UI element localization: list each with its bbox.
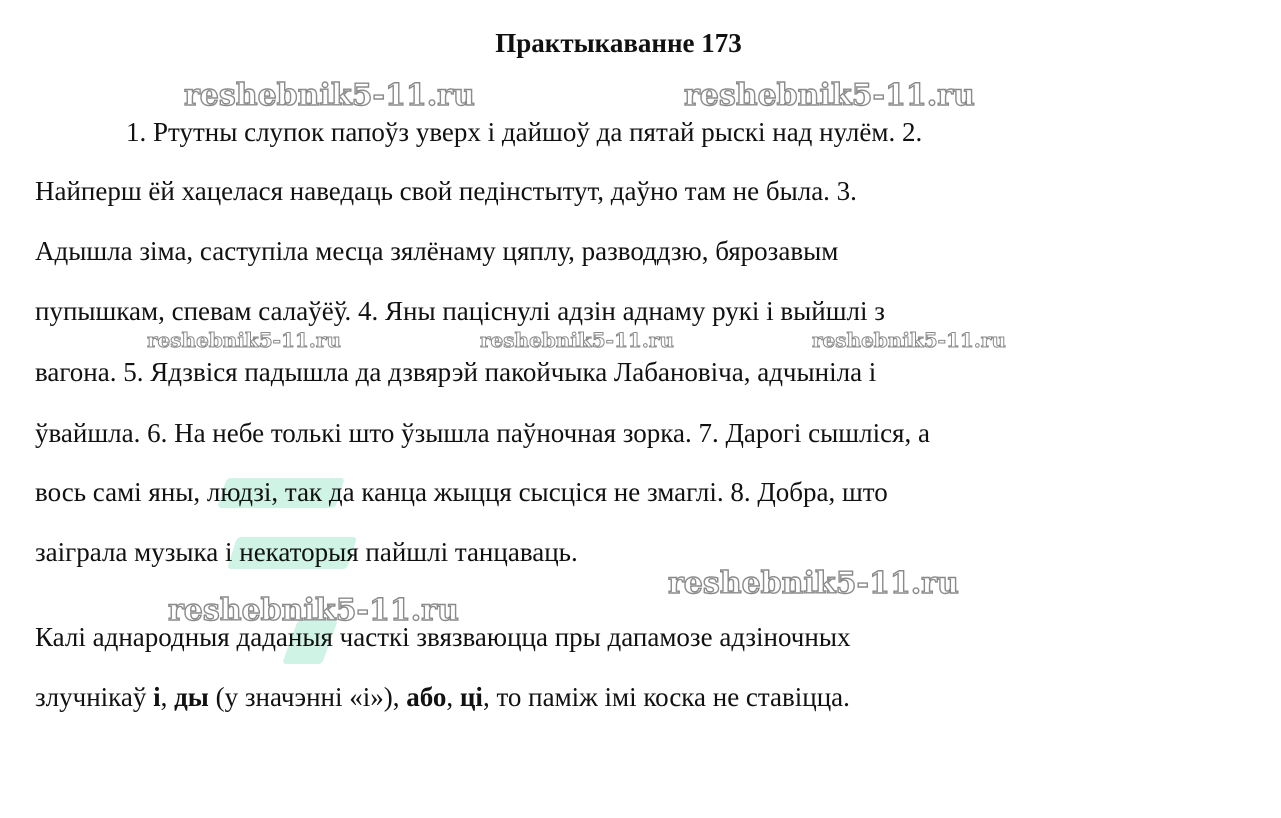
text-line-4: пупышкам, спевам салаўёў. 4. Яны паціснулі адзін аднаму рукі і выйшлі з	[35, 296, 885, 326]
text-line-3: Адышла зіма, саступіла месца зялёнаму цяплу, разводдзю, бярозавым	[35, 236, 839, 266]
rule-text: злучнікаў	[35, 682, 154, 712]
watermark: reshebnik5-11.ru	[168, 593, 459, 628]
rule-text: , то паміж імі коска не ставіцца.	[482, 682, 850, 712]
text-line-1: 1. Ртутны слупок папоўз уверх і дайшоў да пятай рыскі над нулём. 2.	[126, 117, 923, 147]
text-line-7: вось самі яны, людзі, так да канца жыцця сысціся не змаглі. 8. Добра, што	[35, 477, 888, 507]
watermark: reshebnik5-11.ru	[480, 328, 674, 352]
conjunction-i: і	[153, 682, 161, 712]
watermark: reshebnik5-11.ru	[184, 78, 475, 113]
text-line-6: ўвайшла. 6. На небе толькі што ўзышла паўночная зорка. 7. Дарогі сышліся, а	[35, 418, 930, 448]
watermark: reshebnik5-11.ru	[147, 328, 341, 352]
page-title: Практыкаванне 173	[495, 28, 742, 58]
text-line-8: заіграла музыка і некаторыя пайшлі танцаваць.	[35, 537, 578, 567]
rule-text: ,	[446, 682, 460, 712]
watermark: reshebnik5-11.ru	[668, 566, 959, 601]
text-line-2: Найперш ёй хацелася наведаць свой педінстытут, даўно там не была. 3.	[35, 176, 857, 206]
rule-line-2	[35, 682, 850, 713]
text-line-5: вагона. 5. Ядзвіся падышла да дзвярэй пакойчыка Лабановіча, адчыніла і	[35, 357, 877, 387]
conjunction-ci: ці	[459, 682, 483, 712]
watermark: reshebnik5-11.ru	[684, 78, 975, 113]
conjunction-dy: ды	[174, 682, 209, 712]
rule-line-1: Калі аднародныя даданыя часткі звязваюцца пры дапамозе адзіночных	[35, 622, 851, 652]
rule-text: ,	[160, 682, 175, 712]
watermark: reshebnik5-11.ru	[812, 328, 1006, 352]
conjunction-abo: або	[406, 682, 447, 712]
rule-text: (у значэнні «і»),	[208, 682, 407, 712]
